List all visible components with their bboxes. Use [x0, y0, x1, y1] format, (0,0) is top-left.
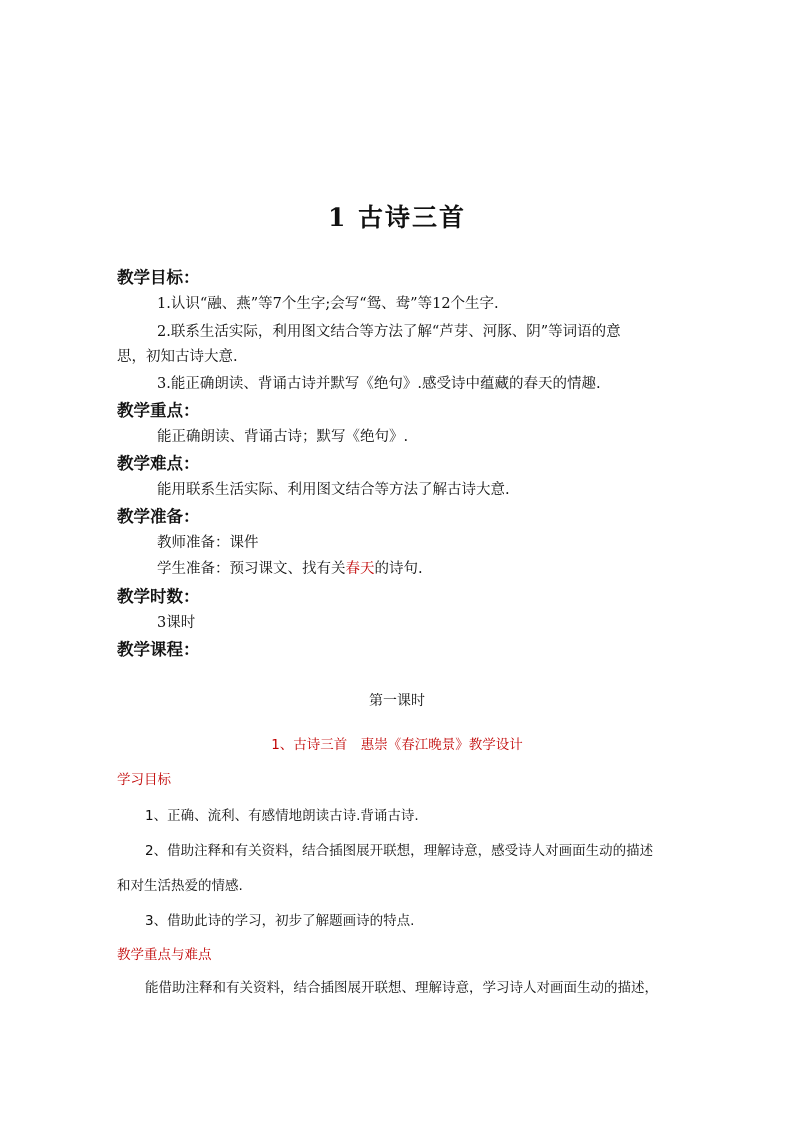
difficulties-heading: 教学难点： — [117, 454, 200, 473]
learning-goal-1: 1、正确、流利、有感情地朗读古诗.背诵古诗. — [145, 808, 419, 824]
course-heading: 教学课程： — [117, 640, 200, 659]
objective-item-1: 1.认识“融、燕”等7个生字;会写“鸳、鸯”等12个生字. — [157, 296, 499, 312]
learning-goals-heading: 学习目标 — [117, 772, 171, 788]
objective-item-2: 2.联系生活实际，利用图文结合等方法了解“芦芽、河豚、阴”等词语的意 — [157, 324, 621, 340]
hours-text: 3课时 — [157, 615, 196, 631]
objective-item-3: 3.能正确朗读、背诵古诗并默写《绝句》.感受诗中蕴藏的春天的情趣. — [157, 376, 601, 392]
lesson-subtitle: 1、古诗三首 惠崇《春江晚景》教学设计 — [271, 737, 523, 753]
objective-item-2-cont: 思，初知古诗大意. — [117, 349, 238, 365]
focus-heading: 教学重点与难点 — [117, 947, 212, 963]
hours-heading: 教学时数： — [117, 587, 200, 606]
document-title: 1 古诗三首 — [327, 203, 467, 232]
learning-goal-2: 2、借助注释和有关资料，结合插图展开联想，理解诗意，感受诗人对画面生动的描述 — [145, 843, 654, 859]
teacher-preparation: 教师准备：课件 — [157, 535, 259, 551]
key-points-text: 能正确朗读、背诵古诗；默写《绝句》. — [157, 429, 409, 445]
lesson-title: 第一课时 — [369, 693, 425, 709]
objectives-heading: 教学目标： — [117, 268, 200, 287]
difficulties-text: 能用联系生活实际、利用图文结合等方法了解古诗大意. — [157, 482, 510, 498]
student-preparation-prefix: 学生准备：预习课文、找有关 — [157, 561, 346, 577]
student-preparation-highlight: 春天 — [345, 561, 375, 577]
student-preparation-suffix: 的诗句. — [374, 561, 423, 577]
key-points-heading: 教学重点： — [117, 401, 200, 420]
student-preparation — [157, 557, 423, 578]
focus-text: 能借助注释和有关资料，结合插图展开联想、理解诗意，学习诗人对画面生动的描述， — [145, 980, 658, 996]
learning-goal-3: 3、借助此诗的学习，初步了解题画诗的特点. — [145, 913, 415, 929]
learning-goal-2-cont: 和对生活热爱的情感. — [117, 878, 243, 894]
preparation-heading: 教学准备： — [117, 507, 200, 526]
